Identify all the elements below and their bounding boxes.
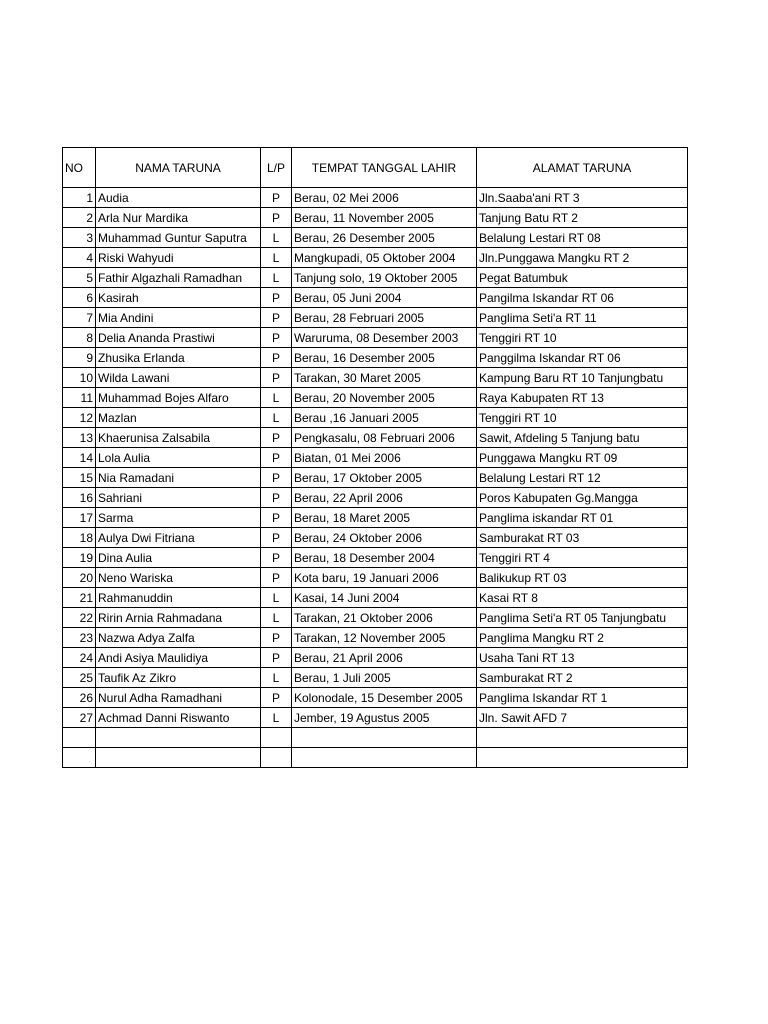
cell-tempat-tanggal-lahir: Berau, 16 Desember 2005 (292, 348, 477, 368)
cell-tempat-tanggal-lahir: Berau, 28 Februari 2005 (292, 308, 477, 328)
cell-nama: Andi Asiya Maulidiya (96, 648, 261, 668)
cell-alamat: Panggilma Iskandar RT 06 (477, 348, 688, 368)
table-row (63, 208, 688, 228)
cell-no: 1 (63, 188, 96, 208)
cell-nama: Sarma (96, 508, 261, 528)
cell-tempat-tanggal-lahir: Berau, 1 Juli 2005 (292, 668, 477, 688)
cell-no: 26 (63, 688, 96, 708)
cell-lp: P (261, 488, 292, 508)
cell-tempat-tanggal-lahir: Mangkupadi, 05 Oktober 2004 (292, 248, 477, 268)
cell-alamat: Usaha Tani RT 13 (477, 648, 688, 668)
cell-alamat: Kampung Baru RT 10 Tanjungbatu (477, 368, 688, 388)
header-nama-taruna: NAMA TARUNA (96, 148, 261, 188)
cell-lp: P (261, 528, 292, 548)
cell-no: 9 (63, 348, 96, 368)
table-row (63, 748, 688, 768)
cell-lp (261, 748, 292, 768)
cell-lp: P (261, 428, 292, 448)
table-row (63, 428, 688, 448)
table-row (63, 708, 688, 728)
cell-alamat: Jln.Punggawa Mangku RT 2 (477, 248, 688, 268)
cell-nama: Wilda Lawani (96, 368, 261, 388)
cell-tempat-tanggal-lahir: Berau, 02 Mei 2006 (292, 188, 477, 208)
cell-tempat-tanggal-lahir: Berau, 17 Oktober 2005 (292, 468, 477, 488)
cell-alamat: Tenggiri RT 10 (477, 408, 688, 428)
cell-lp: P (261, 288, 292, 308)
table-row (63, 228, 688, 248)
cell-no: 11 (63, 388, 96, 408)
cell-lp: P (261, 348, 292, 368)
cell-no: 2 (63, 208, 96, 228)
cell-alamat: Pegat Batumbuk (477, 268, 688, 288)
cell-tempat-tanggal-lahir: Berau, 21 April 2006 (292, 648, 477, 668)
cell-no: 23 (63, 628, 96, 648)
cell-lp: P (261, 648, 292, 668)
cell-lp: P (261, 188, 292, 208)
cell-no: 21 (63, 588, 96, 608)
cell-nama: Neno Wariska (96, 568, 261, 588)
cell-tempat-tanggal-lahir: Berau, 11 November 2005 (292, 208, 477, 228)
table-row (63, 588, 688, 608)
table-row (63, 488, 688, 508)
cell-alamat: Pangilma Iskandar RT 06 (477, 288, 688, 308)
cell-lp: P (261, 448, 292, 468)
cell-lp: P (261, 508, 292, 528)
cell-no: 6 (63, 288, 96, 308)
cell-no (63, 728, 96, 748)
cell-tempat-tanggal-lahir: Pengkasalu, 08 Februari 2006 (292, 428, 477, 448)
cell-nama: Muhammad Bojes Alfaro (96, 388, 261, 408)
cell-lp: L (261, 608, 292, 628)
cell-alamat: Jln. Sawit AFD 7 (477, 708, 688, 728)
header-no: NO (63, 148, 96, 188)
cell-nama: Mia Andini (96, 308, 261, 328)
student-table (62, 147, 688, 768)
cell-alamat: Panglima Seti'a RT 11 (477, 308, 688, 328)
table-row (63, 548, 688, 568)
cell-nama: Rahmanuddin (96, 588, 261, 608)
cell-tempat-tanggal-lahir: Biatan, 01 Mei 2006 (292, 448, 477, 468)
cell-tempat-tanggal-lahir: Berau, 18 Desember 2004 (292, 548, 477, 568)
cell-no: 22 (63, 608, 96, 628)
cell-tempat-tanggal-lahir: Berau, 22 April 2006 (292, 488, 477, 508)
table-row (63, 668, 688, 688)
table-row (63, 448, 688, 468)
cell-nama: Riski Wahyudi (96, 248, 261, 268)
cell-lp: L (261, 388, 292, 408)
cell-no: 16 (63, 488, 96, 508)
cell-alamat: Belalung Lestari RT 08 (477, 228, 688, 248)
cell-tempat-tanggal-lahir: Tarakan, 21 Oktober 2006 (292, 608, 477, 628)
header-tempat-tanggal-lahir: TEMPAT TANGGAL LAHIR (292, 148, 477, 188)
cell-alamat: Panglima Iskandar RT 1 (477, 688, 688, 708)
cell-tempat-tanggal-lahir (292, 728, 477, 748)
cell-no (63, 748, 96, 768)
header-row (63, 148, 688, 188)
cell-nama (96, 728, 261, 748)
table-row (63, 688, 688, 708)
cell-tempat-tanggal-lahir: Tarakan, 12 November 2005 (292, 628, 477, 648)
cell-tempat-tanggal-lahir: Berau, 18 Maret 2005 (292, 508, 477, 528)
cell-alamat: Tanjung Batu RT 2 (477, 208, 688, 228)
cell-tempat-tanggal-lahir: Jember, 19 Agustus 2005 (292, 708, 477, 728)
cell-no: 14 (63, 448, 96, 468)
cell-nama: Dina Aulia (96, 548, 261, 568)
cell-lp: P (261, 328, 292, 348)
cell-lp: P (261, 208, 292, 228)
cell-nama: Fathir Algazhali Ramadhan (96, 268, 261, 288)
cell-tempat-tanggal-lahir: Berau, 26 Desember 2005 (292, 228, 477, 248)
cell-no: 4 (63, 248, 96, 268)
table-row (63, 268, 688, 288)
cell-alamat: Panglima iskandar RT 01 (477, 508, 688, 528)
cell-nama: Audia (96, 188, 261, 208)
cell-nama: Khaerunisa Zalsabila (96, 428, 261, 448)
table-row (63, 308, 688, 328)
cell-nama: Zhusika Erlanda (96, 348, 261, 368)
cell-tempat-tanggal-lahir: Berau, 05 Juni 2004 (292, 288, 477, 308)
cell-nama: Delia Ananda Prastiwi (96, 328, 261, 348)
cell-nama: Aulya Dwi Fitriana (96, 528, 261, 548)
cell-no: 18 (63, 528, 96, 548)
cell-nama: Nia Ramadani (96, 468, 261, 488)
cell-tempat-tanggal-lahir (292, 748, 477, 768)
cell-nama: Sahriani (96, 488, 261, 508)
cell-no: 24 (63, 648, 96, 668)
cell-lp: P (261, 468, 292, 488)
cell-lp: P (261, 368, 292, 388)
cell-no: 17 (63, 508, 96, 528)
cell-lp: P (261, 548, 292, 568)
cell-no: 13 (63, 428, 96, 448)
cell-alamat (477, 748, 688, 768)
cell-nama: Muhammad Guntur Saputra (96, 228, 261, 248)
table-row (63, 608, 688, 628)
cell-alamat: Panglima Seti'a RT 05 Tanjungbatu (477, 608, 688, 628)
table-row (63, 328, 688, 348)
table-row (63, 468, 688, 488)
cell-alamat: Tenggiri RT 4 (477, 548, 688, 568)
cell-lp: L (261, 588, 292, 608)
cell-nama: Achmad Danni Riswanto (96, 708, 261, 728)
table-row (63, 388, 688, 408)
cell-lp (261, 728, 292, 748)
cell-tempat-tanggal-lahir: Berau, 24 Oktober 2006 (292, 528, 477, 548)
cell-alamat: Punggawa Mangku RT 09 (477, 448, 688, 468)
table-row (63, 408, 688, 428)
table-row (63, 508, 688, 528)
cell-nama (96, 748, 261, 768)
cell-tempat-tanggal-lahir: Kolonodale, 15 Desember 2005 (292, 688, 477, 708)
cell-no: 15 (63, 468, 96, 488)
cell-lp: L (261, 248, 292, 268)
cell-nama: Nurul Adha Ramadhani (96, 688, 261, 708)
cell-tempat-tanggal-lahir: Kota baru, 19 Januari 2006 (292, 568, 477, 588)
table-row (63, 628, 688, 648)
cell-no: 12 (63, 408, 96, 428)
table-row (63, 528, 688, 548)
cell-nama: Nazwa Adya Zalfa (96, 628, 261, 648)
cell-tempat-tanggal-lahir: Berau ,16 Januari 2005 (292, 408, 477, 428)
cell-tempat-tanggal-lahir: Tarakan, 30 Maret 2005 (292, 368, 477, 388)
table-row (63, 348, 688, 368)
cell-alamat: Tenggiri RT 10 (477, 328, 688, 348)
table-row (63, 368, 688, 388)
cell-alamat: Samburakat RT 03 (477, 528, 688, 548)
cell-no: 19 (63, 548, 96, 568)
cell-lp: L (261, 228, 292, 248)
cell-alamat: Poros Kabupaten Gg.Mangga (477, 488, 688, 508)
table-body (63, 188, 688, 768)
cell-alamat: Jln.Saaba'ani RT 3 (477, 188, 688, 208)
table-row (63, 248, 688, 268)
cell-alamat: Samburakat RT 2 (477, 668, 688, 688)
table-row (63, 288, 688, 308)
cell-nama: Kasirah (96, 288, 261, 308)
cell-nama: Taufik Az Zikro (96, 668, 261, 688)
cell-no: 27 (63, 708, 96, 728)
cell-no: 20 (63, 568, 96, 588)
cell-alamat: Kasai RT 8 (477, 588, 688, 608)
cell-alamat: Balikukup RT 03 (477, 568, 688, 588)
cell-lp: P (261, 568, 292, 588)
header-lp: L/P (261, 148, 292, 188)
table-row (63, 728, 688, 748)
cell-tempat-tanggal-lahir: Tanjung solo, 19 Oktober 2005 (292, 268, 477, 288)
cell-no: 10 (63, 368, 96, 388)
cell-no: 7 (63, 308, 96, 328)
cell-alamat: Panglima Mangku RT 2 (477, 628, 688, 648)
cell-alamat (477, 728, 688, 748)
cell-nama: Lola Aulia (96, 448, 261, 468)
cell-alamat: Belalung Lestari RT 12 (477, 468, 688, 488)
cell-tempat-tanggal-lahir: Waruruma, 08 Desember 2003 (292, 328, 477, 348)
cell-no: 8 (63, 328, 96, 348)
cell-nama: Arla Nur Mardika (96, 208, 261, 228)
cell-lp: L (261, 668, 292, 688)
table-row (63, 648, 688, 668)
cell-no: 5 (63, 268, 96, 288)
cell-no: 25 (63, 668, 96, 688)
cell-tempat-tanggal-lahir: Kasai, 14 Juni 2004 (292, 588, 477, 608)
cell-nama: Mazlan (96, 408, 261, 428)
cell-lp: P (261, 308, 292, 328)
table-row (63, 568, 688, 588)
cell-lp: L (261, 708, 292, 728)
table-row (63, 188, 688, 208)
cell-lp: L (261, 408, 292, 428)
cell-nama: Ririn Arnia Rahmadana (96, 608, 261, 628)
cell-lp: L (261, 268, 292, 288)
cell-lp: P (261, 688, 292, 708)
cell-alamat: Raya Kabupaten RT 13 (477, 388, 688, 408)
cell-alamat: Sawit, Afdeling 5 Tanjung batu (477, 428, 688, 448)
cell-tempat-tanggal-lahir: Berau, 20 November 2005 (292, 388, 477, 408)
header-alamat-taruna: ALAMAT TARUNA (477, 148, 688, 188)
cell-lp: P (261, 628, 292, 648)
cell-no: 3 (63, 228, 96, 248)
